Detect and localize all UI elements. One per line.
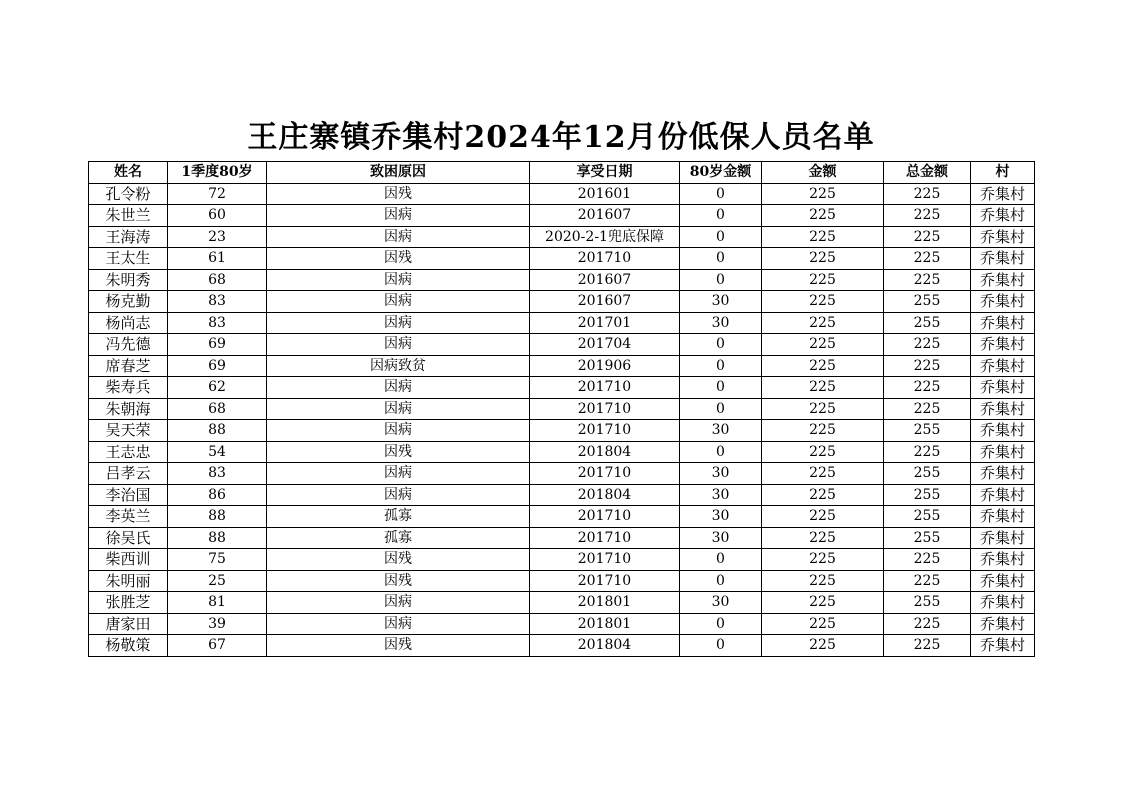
village-cell: 乔集村 [971, 635, 1035, 657]
column-header-name: 姓名 [89, 162, 168, 184]
poverty-reason-cell: 因病 [267, 420, 530, 442]
total-amount-cell: 255 [884, 506, 971, 528]
amount-cell: 225 [762, 527, 884, 549]
80-amount-cell: 0 [680, 205, 762, 227]
start-date-cell: 201710 [530, 377, 680, 399]
q1-80-cell: 72 [168, 183, 267, 205]
poverty-reason-cell: 因病致贫 [267, 355, 530, 377]
80-amount-cell: 30 [680, 484, 762, 506]
start-date-cell: 201710 [530, 420, 680, 442]
name-cell: 朱明丽 [89, 570, 168, 592]
poverty-reason-cell: 因病 [267, 205, 530, 227]
name-cell: 张胜芝 [89, 592, 168, 614]
name-cell: 吕孝云 [89, 463, 168, 485]
column-header-village: 村 [971, 162, 1035, 184]
page-title: 王庄寨镇乔集村2024年12月份低保人员名单 [247, 120, 875, 155]
total-amount-cell: 225 [884, 269, 971, 291]
80-amount-cell: 0 [680, 248, 762, 270]
poverty-reason-cell: 因残 [267, 635, 530, 657]
table-row [89, 592, 1035, 614]
80-amount-cell: 30 [680, 527, 762, 549]
q1-80-cell: 67 [168, 635, 267, 657]
name-cell: 杨克勤 [89, 291, 168, 313]
start-date-cell: 201710 [530, 463, 680, 485]
village-cell: 乔集村 [971, 613, 1035, 635]
poverty-reason-cell: 因病 [267, 291, 530, 313]
amount-cell: 225 [762, 398, 884, 420]
q1-80-cell: 25 [168, 570, 267, 592]
village-cell: 乔集村 [971, 441, 1035, 463]
amount-cell: 225 [762, 613, 884, 635]
start-date-cell: 201601 [530, 183, 680, 205]
amount-cell: 225 [762, 334, 884, 356]
q1-80-cell: 83 [168, 312, 267, 334]
village-cell: 乔集村 [971, 592, 1035, 614]
total-amount-cell: 225 [884, 248, 971, 270]
name-cell: 李英兰 [89, 506, 168, 528]
village-cell: 乔集村 [971, 355, 1035, 377]
total-amount-cell: 255 [884, 484, 971, 506]
start-date-cell: 201801 [530, 592, 680, 614]
table-row [89, 463, 1035, 485]
80-amount-cell: 0 [680, 570, 762, 592]
poverty-reason-cell: 因病 [267, 398, 530, 420]
q1-80-cell: 88 [168, 506, 267, 528]
table-row [89, 312, 1035, 334]
start-date-cell: 201710 [530, 549, 680, 571]
name-cell: 杨敬策 [89, 635, 168, 657]
village-cell: 乔集村 [971, 248, 1035, 270]
village-cell: 乔集村 [971, 463, 1035, 485]
village-cell: 乔集村 [971, 549, 1035, 571]
poverty-reason-cell: 因残 [267, 441, 530, 463]
total-amount-cell: 255 [884, 463, 971, 485]
total-amount-cell: 255 [884, 291, 971, 313]
table-row [89, 635, 1035, 657]
q1-80-cell: 88 [168, 527, 267, 549]
village-cell: 乔集村 [971, 377, 1035, 399]
q1-80-cell: 81 [168, 592, 267, 614]
80-amount-cell: 30 [680, 420, 762, 442]
amount-cell: 225 [762, 248, 884, 270]
name-cell: 冯先德 [89, 334, 168, 356]
80-amount-cell: 0 [680, 183, 762, 205]
total-amount-cell: 225 [884, 570, 971, 592]
poverty-reason-cell: 因病 [267, 312, 530, 334]
q1-80-cell: 86 [168, 484, 267, 506]
village-cell: 乔集村 [971, 291, 1035, 313]
q1-80-cell: 83 [168, 291, 267, 313]
start-date-cell: 201804 [530, 484, 680, 506]
name-cell: 吴天荣 [89, 420, 168, 442]
name-cell: 王太生 [89, 248, 168, 270]
column-header-q1-80: 1季度80岁 [168, 162, 267, 184]
start-date-cell: 201710 [530, 570, 680, 592]
q1-80-cell: 23 [168, 226, 267, 248]
total-amount-cell: 225 [884, 355, 971, 377]
total-amount-cell: 225 [884, 205, 971, 227]
80-amount-cell: 0 [680, 635, 762, 657]
total-amount-cell: 225 [884, 226, 971, 248]
poverty-reason-cell: 因病 [267, 334, 530, 356]
total-amount-cell: 225 [884, 334, 971, 356]
total-amount-cell: 255 [884, 592, 971, 614]
name-cell: 朱世兰 [89, 205, 168, 227]
q1-80-cell: 68 [168, 269, 267, 291]
name-cell: 王志忠 [89, 441, 168, 463]
table-row [89, 248, 1035, 270]
total-amount-cell: 225 [884, 377, 971, 399]
poverty-reason-cell: 因病 [267, 463, 530, 485]
village-cell: 乔集村 [971, 398, 1035, 420]
80-amount-cell: 0 [680, 441, 762, 463]
name-cell: 王海涛 [89, 226, 168, 248]
name-cell: 柴西训 [89, 549, 168, 571]
recipient-table [88, 161, 1035, 657]
column-header-start-date: 享受日期 [530, 162, 680, 184]
table-row [89, 570, 1035, 592]
q1-80-cell: 83 [168, 463, 267, 485]
amount-cell: 225 [762, 183, 884, 205]
poverty-reason-cell: 因病 [267, 484, 530, 506]
poverty-reason-cell: 因残 [267, 570, 530, 592]
table-row [89, 377, 1035, 399]
village-cell: 乔集村 [971, 484, 1035, 506]
village-cell: 乔集村 [971, 334, 1035, 356]
amount-cell: 225 [762, 484, 884, 506]
column-header-poverty-reason: 致困原因 [267, 162, 530, 184]
80-amount-cell: 0 [680, 549, 762, 571]
table-row [89, 334, 1035, 356]
name-cell: 徐吴氏 [89, 527, 168, 549]
name-cell: 李治国 [89, 484, 168, 506]
80-amount-cell: 0 [680, 269, 762, 291]
q1-80-cell: 61 [168, 248, 267, 270]
village-cell: 乔集村 [971, 183, 1035, 205]
table-row [89, 398, 1035, 420]
poverty-reason-cell: 因病 [267, 226, 530, 248]
table-row [89, 183, 1035, 205]
start-date-cell: 201607 [530, 269, 680, 291]
poverty-reason-cell: 孤寡 [267, 506, 530, 528]
amount-cell: 225 [762, 570, 884, 592]
80-amount-cell: 0 [680, 334, 762, 356]
poverty-reason-cell: 因病 [267, 613, 530, 635]
total-amount-cell: 255 [884, 420, 971, 442]
total-amount-cell: 225 [884, 613, 971, 635]
table-row [89, 205, 1035, 227]
start-date-cell: 201607 [530, 291, 680, 313]
amount-cell: 225 [762, 506, 884, 528]
amount-cell: 225 [762, 377, 884, 399]
column-header-amount: 金额 [762, 162, 884, 184]
name-cell: 席春芝 [89, 355, 168, 377]
village-cell: 乔集村 [971, 570, 1035, 592]
poverty-reason-cell: 因病 [267, 269, 530, 291]
column-header-80-amount: 80岁金额 [680, 162, 762, 184]
village-cell: 乔集村 [971, 226, 1035, 248]
80-amount-cell: 0 [680, 355, 762, 377]
amount-cell: 225 [762, 269, 884, 291]
table-row [89, 420, 1035, 442]
table-header-row [89, 162, 1035, 184]
amount-cell: 225 [762, 441, 884, 463]
q1-80-cell: 69 [168, 355, 267, 377]
village-cell: 乔集村 [971, 527, 1035, 549]
total-amount-cell: 255 [884, 527, 971, 549]
table-row [89, 291, 1035, 313]
start-date-cell: 201710 [530, 248, 680, 270]
village-cell: 乔集村 [971, 506, 1035, 528]
80-amount-cell: 0 [680, 226, 762, 248]
table-row [89, 269, 1035, 291]
column-header-total-amount: 总金额 [884, 162, 971, 184]
table-body [89, 183, 1035, 656]
table-row [89, 226, 1035, 248]
total-amount-cell: 225 [884, 635, 971, 657]
80-amount-cell: 30 [680, 463, 762, 485]
poverty-reason-cell: 因病 [267, 377, 530, 399]
amount-cell: 225 [762, 592, 884, 614]
total-amount-cell: 225 [884, 398, 971, 420]
table-row [89, 355, 1035, 377]
amount-cell: 225 [762, 549, 884, 571]
village-cell: 乔集村 [971, 420, 1035, 442]
total-amount-cell: 255 [884, 312, 971, 334]
q1-80-cell: 39 [168, 613, 267, 635]
village-cell: 乔集村 [971, 312, 1035, 334]
start-date-cell: 2020-2-1兜底保障 [530, 226, 680, 248]
table-row [89, 527, 1035, 549]
start-date-cell: 201607 [530, 205, 680, 227]
start-date-cell: 201804 [530, 441, 680, 463]
80-amount-cell: 30 [680, 312, 762, 334]
q1-80-cell: 68 [168, 398, 267, 420]
start-date-cell: 201704 [530, 334, 680, 356]
village-cell: 乔集村 [971, 205, 1035, 227]
80-amount-cell: 30 [680, 506, 762, 528]
start-date-cell: 201701 [530, 312, 680, 334]
table-row [89, 441, 1035, 463]
table-row [89, 506, 1035, 528]
80-amount-cell: 30 [680, 291, 762, 313]
start-date-cell: 201906 [530, 355, 680, 377]
name-cell: 杨尚志 [89, 312, 168, 334]
poverty-reason-cell: 因残 [267, 248, 530, 270]
table-row [89, 613, 1035, 635]
q1-80-cell: 60 [168, 205, 267, 227]
80-amount-cell: 0 [680, 613, 762, 635]
table-row [89, 484, 1035, 506]
name-cell: 朱朝海 [89, 398, 168, 420]
start-date-cell: 201710 [530, 506, 680, 528]
name-cell: 孔令粉 [89, 183, 168, 205]
q1-80-cell: 75 [168, 549, 267, 571]
name-cell: 朱明秀 [89, 269, 168, 291]
name-cell: 唐家田 [89, 613, 168, 635]
total-amount-cell: 225 [884, 549, 971, 571]
poverty-reason-cell: 因病 [267, 592, 530, 614]
amount-cell: 225 [762, 355, 884, 377]
table-row [89, 549, 1035, 571]
q1-80-cell: 69 [168, 334, 267, 356]
amount-cell: 225 [762, 205, 884, 227]
start-date-cell: 201804 [530, 635, 680, 657]
total-amount-cell: 225 [884, 183, 971, 205]
q1-80-cell: 88 [168, 420, 267, 442]
village-cell: 乔集村 [971, 269, 1035, 291]
q1-80-cell: 54 [168, 441, 267, 463]
start-date-cell: 201710 [530, 527, 680, 549]
start-date-cell: 201710 [530, 398, 680, 420]
80-amount-cell: 30 [680, 592, 762, 614]
amount-cell: 225 [762, 291, 884, 313]
amount-cell: 225 [762, 312, 884, 334]
total-amount-cell: 225 [884, 441, 971, 463]
80-amount-cell: 0 [680, 377, 762, 399]
amount-cell: 225 [762, 463, 884, 485]
amount-cell: 225 [762, 635, 884, 657]
name-cell: 柴寿兵 [89, 377, 168, 399]
start-date-cell: 201801 [530, 613, 680, 635]
poverty-reason-cell: 因残 [267, 549, 530, 571]
amount-cell: 225 [762, 420, 884, 442]
q1-80-cell: 62 [168, 377, 267, 399]
poverty-reason-cell: 孤寡 [267, 527, 530, 549]
80-amount-cell: 0 [680, 398, 762, 420]
amount-cell: 225 [762, 226, 884, 248]
poverty-reason-cell: 因残 [267, 183, 530, 205]
